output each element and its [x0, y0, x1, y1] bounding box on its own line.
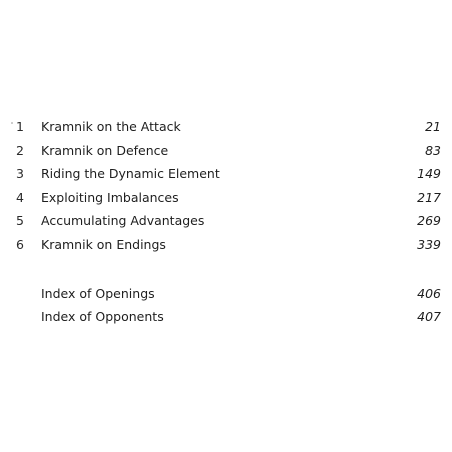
- chapter-number: 6: [16, 237, 24, 252]
- chapter-row: [0, 188, 452, 208]
- chapter-title: Kramnik on Endings: [41, 237, 166, 252]
- chapter-row: [0, 211, 452, 231]
- chapter-page: 269: [417, 213, 441, 228]
- chapter-row: [0, 141, 452, 161]
- chapter-row: [0, 235, 452, 255]
- chapter-title: Accumulating Advantages: [41, 213, 205, 228]
- chapter-number: 5: [16, 213, 24, 228]
- index-row: [0, 307, 452, 327]
- chapter-number: 1: [16, 119, 24, 134]
- chapter-page: 149: [417, 166, 441, 181]
- chapter-page: 83: [425, 143, 441, 158]
- index-row: [0, 284, 452, 304]
- chapter-page: 21: [425, 119, 441, 134]
- chapter-title: Riding the Dynamic Element: [41, 166, 220, 181]
- chapter-number: 2: [16, 143, 24, 158]
- chapter-row: [0, 117, 452, 137]
- chapter-title: Exploiting Imbalances: [41, 190, 179, 205]
- chapter-page: 339: [417, 237, 441, 252]
- index-title: Index of Opponents: [41, 309, 164, 324]
- index-page: 406: [417, 286, 441, 301]
- index-title: Index of Openings: [41, 286, 155, 301]
- chapter-number: 3: [16, 166, 24, 181]
- index-page: 407: [417, 309, 441, 324]
- chapter-row: [0, 164, 452, 184]
- chapter-title: Kramnik on the Attack: [41, 119, 181, 134]
- chapter-number: 4: [16, 190, 24, 205]
- chapter-page: 217: [417, 190, 441, 205]
- chapter-title: Kramnik on Defence: [41, 143, 169, 158]
